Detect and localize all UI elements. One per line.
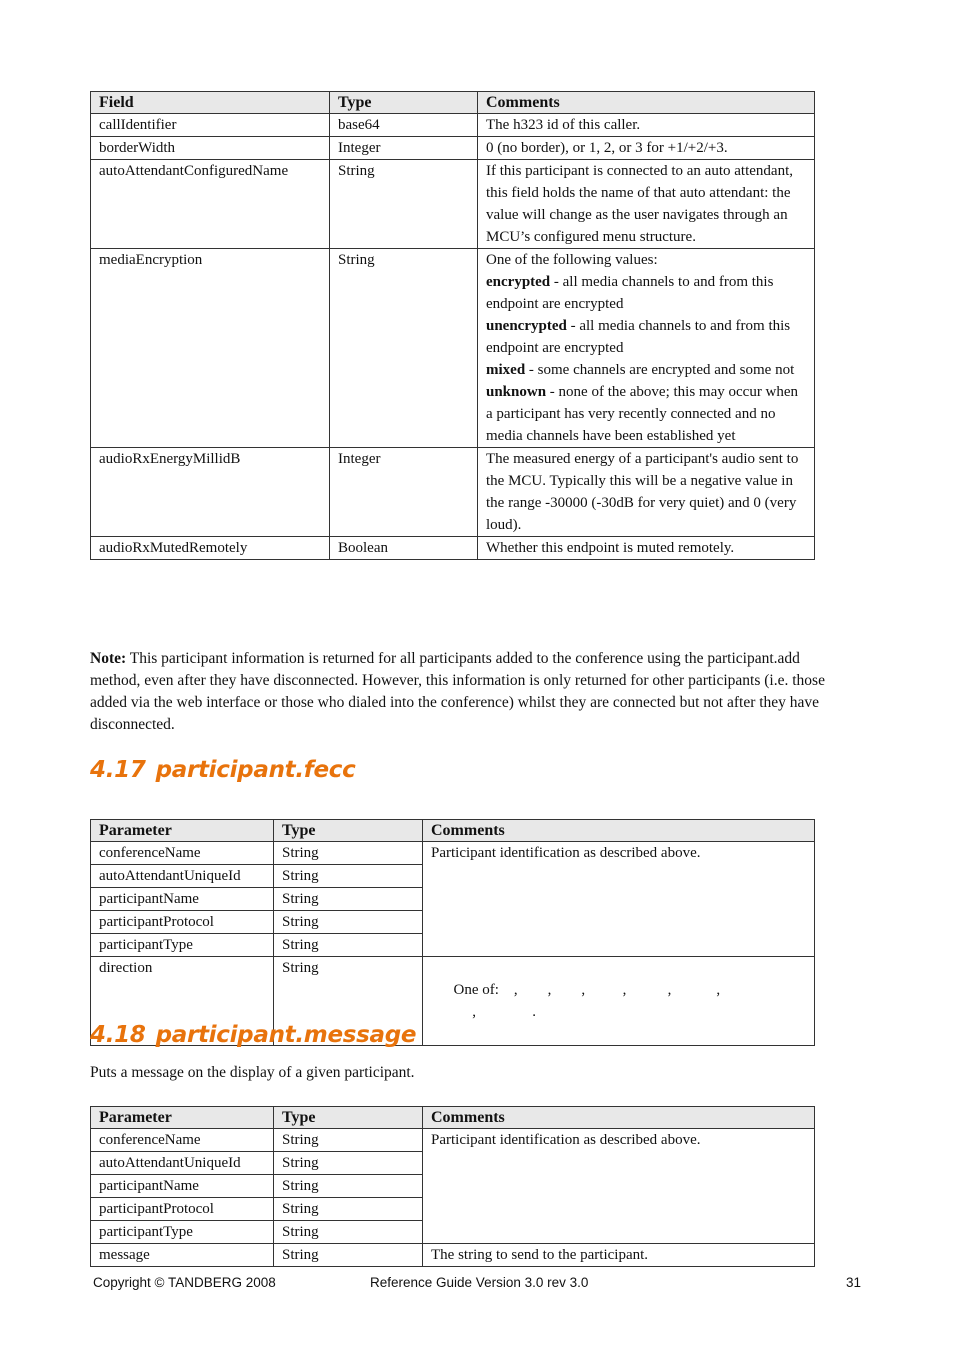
value-keyword: unknown bbox=[486, 384, 547, 400]
type-cell: String bbox=[274, 957, 423, 1046]
param-cell: conferenceName bbox=[91, 1129, 274, 1152]
field-cell: borderWidth bbox=[91, 137, 330, 160]
type-cell: Integer bbox=[330, 448, 478, 537]
comment-cell bbox=[478, 249, 815, 448]
note-label: Note: bbox=[90, 650, 127, 667]
param-cell: participantType bbox=[91, 1221, 274, 1244]
type-cell: String bbox=[274, 1198, 423, 1221]
section-heading-message bbox=[90, 1022, 416, 1048]
type-cell: String bbox=[274, 1129, 423, 1152]
section-heading-fecc bbox=[90, 757, 355, 783]
type-cell: String bbox=[274, 911, 423, 934]
table-row bbox=[91, 842, 815, 865]
param-cell: direction bbox=[91, 957, 274, 1046]
param-cell: participantProtocol bbox=[91, 911, 274, 934]
comment-cell: Whether this endpoint is muted remotely. bbox=[478, 537, 815, 560]
direction-values-line: , . bbox=[431, 1004, 536, 1020]
section-title: participant.fecc bbox=[155, 757, 356, 783]
direction-values-line: One of: , , , , , , bbox=[453, 982, 721, 998]
comment-cell: If this participant is connected to an auto attendant, this field holds the name of that auto attendant: the value will change as the user navigates through an MCU’s configured menu structure. bbox=[478, 160, 815, 249]
type-cell: String bbox=[274, 1244, 423, 1267]
param-cell: message bbox=[91, 1244, 274, 1267]
message-parameters-table bbox=[90, 1106, 815, 1267]
table-header-row bbox=[91, 820, 815, 842]
field-cell: mediaEncryption bbox=[91, 249, 330, 448]
comment-cell: Participant identification as described above. bbox=[423, 1129, 815, 1244]
type-cell: String bbox=[274, 1152, 423, 1175]
note-paragraph bbox=[90, 648, 854, 736]
note-text: This participant information is returned for all participants added to the conference using the participant.add method, even after they have disconnected. However, this information is only returned for other participants (i.e. those added via the web interface or those who dialed into the conference) whilst they are connected but not after they have disconnected. bbox=[90, 650, 825, 733]
type-cell: String bbox=[274, 1221, 423, 1244]
param-cell: participantName bbox=[91, 888, 274, 911]
column-header: Comments bbox=[423, 820, 815, 842]
field-cell: callIdentifier bbox=[91, 114, 330, 137]
value-description: - none of the above; this may occur when a participant has very recently connected and no media channels have been established yet bbox=[486, 384, 799, 444]
type-cell: String bbox=[274, 1175, 423, 1198]
param-cell: autoAttendantUniqueId bbox=[91, 1152, 274, 1175]
table-header-row bbox=[91, 1107, 815, 1129]
param-cell: participantProtocol bbox=[91, 1198, 274, 1221]
section-number: 4.18 bbox=[90, 1022, 146, 1048]
comment-cell bbox=[423, 957, 815, 1046]
value-keyword: mixed bbox=[486, 362, 526, 378]
table-row bbox=[91, 114, 815, 137]
field-cell: audioRxMutedRemotely bbox=[91, 537, 330, 560]
footer-page-number: 31 bbox=[846, 1275, 862, 1290]
type-cell: String bbox=[330, 160, 478, 249]
type-cell: String bbox=[274, 865, 423, 888]
column-header: Comments bbox=[478, 92, 815, 114]
table-row bbox=[91, 537, 815, 560]
value-description: - all media channels to and from this endpoint are encrypted bbox=[486, 318, 791, 356]
table-row bbox=[91, 1244, 815, 1267]
param-cell: participantName bbox=[91, 1175, 274, 1198]
comment-cell: 0 (no border), or 1, 2, or 3 for +1/+2/+3. bbox=[478, 137, 815, 160]
param-cell: participantType bbox=[91, 934, 274, 957]
column-header: Type bbox=[330, 92, 478, 114]
type-cell: String bbox=[274, 934, 423, 957]
table-row bbox=[91, 1129, 815, 1152]
section-intro: Puts a message on the display of a given participant. bbox=[90, 1064, 415, 1081]
column-header: Parameter bbox=[91, 1107, 274, 1129]
field-cell: autoAttendantConfiguredName bbox=[91, 160, 330, 249]
values-intro: One of the following values: bbox=[486, 252, 658, 268]
type-cell: base64 bbox=[330, 114, 478, 137]
column-header: Type bbox=[274, 820, 423, 842]
comment-cell: The measured energy of a participant's audio sent to the MCU. Typically this will be a negative value in the range -30000 (-30dB for very quiet) and 0 (very loud). bbox=[478, 448, 815, 537]
type-cell: String bbox=[274, 842, 423, 865]
table-header-row bbox=[91, 92, 815, 114]
comment-cell: The h323 id of this caller. bbox=[478, 114, 815, 137]
column-header: Field bbox=[91, 92, 330, 114]
section-title: participant.message bbox=[155, 1022, 417, 1048]
type-cell: Integer bbox=[330, 137, 478, 160]
footer-copyright: Copyright © TANDBERG 2008 bbox=[93, 1275, 276, 1290]
comment-cell: The string to send to the participant. bbox=[423, 1244, 815, 1267]
column-header: Parameter bbox=[91, 820, 274, 842]
column-header: Type bbox=[274, 1107, 423, 1129]
column-header: Comments bbox=[423, 1107, 815, 1129]
table-row bbox=[91, 249, 815, 448]
table-row bbox=[91, 448, 815, 537]
table-row bbox=[91, 160, 815, 249]
section-number: 4.17 bbox=[90, 757, 146, 783]
comment-cell: Participant identification as described above. bbox=[423, 842, 815, 957]
field-cell: audioRxEnergyMillidB bbox=[91, 448, 330, 537]
type-cell: String bbox=[330, 249, 478, 448]
param-cell: conferenceName bbox=[91, 842, 274, 865]
table-row bbox=[91, 137, 815, 160]
value-description: - some channels are encrypted and some not bbox=[525, 362, 795, 378]
param-cell: autoAttendantUniqueId bbox=[91, 865, 274, 888]
value-keyword: encrypted bbox=[486, 274, 551, 290]
fecc-parameters-table bbox=[90, 819, 815, 1046]
fields-table bbox=[90, 91, 815, 560]
footer-guide-version: Reference Guide Version 3.0 rev 3.0 bbox=[370, 1275, 589, 1290]
value-keyword: unencrypted bbox=[486, 318, 567, 334]
value-description: - all media channels to and from this endpoint are encrypted bbox=[486, 274, 774, 312]
type-cell: Boolean bbox=[330, 537, 478, 560]
type-cell: String bbox=[274, 888, 423, 911]
